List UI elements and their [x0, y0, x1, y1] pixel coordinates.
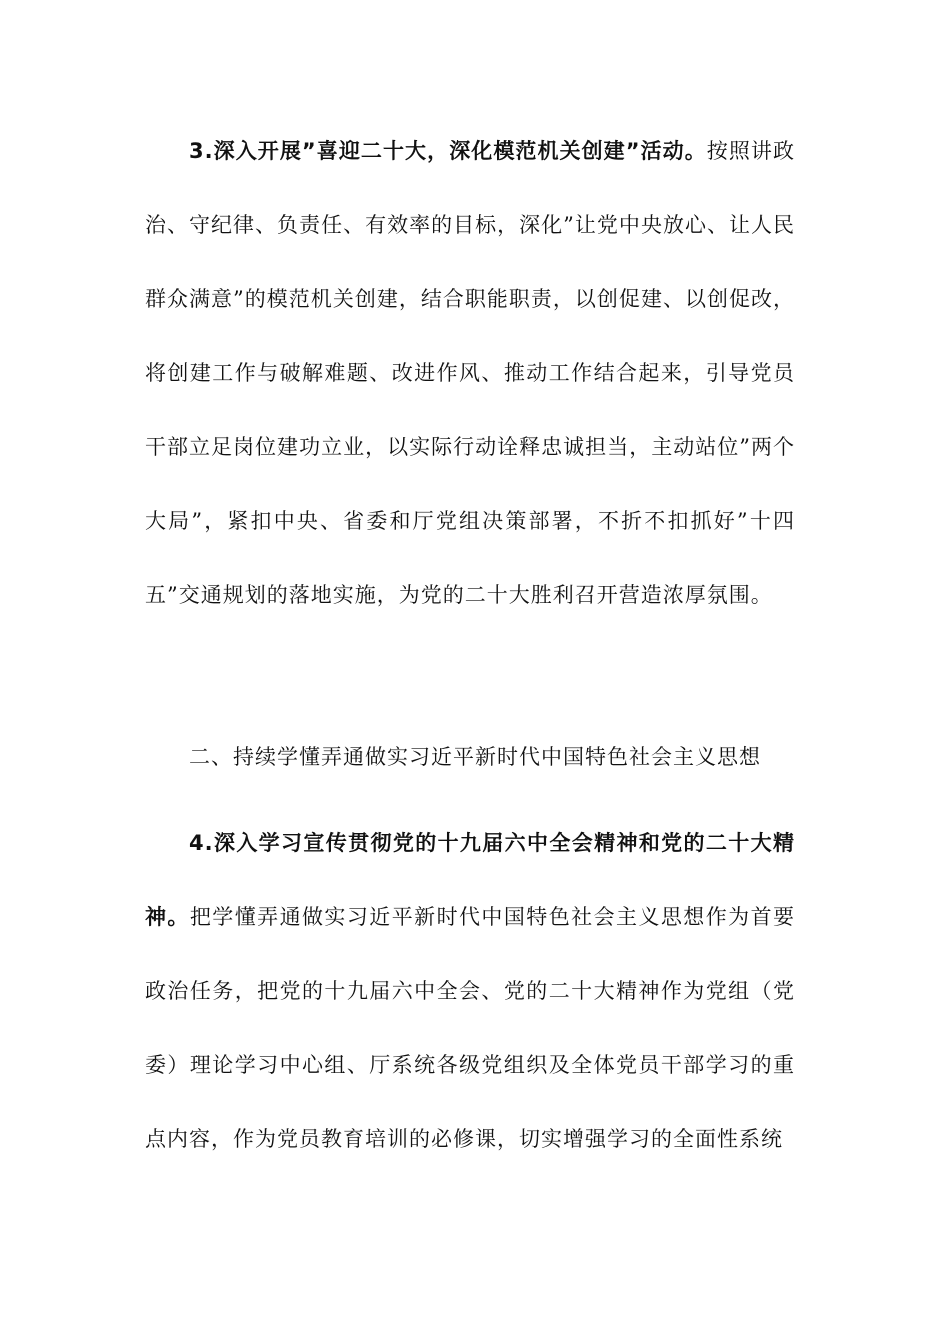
paragraph-body: 把学懂弄通做实习近平新时代中国特色社会主义思想作为首要政治任务，把党的十九届六中全会、党的二十大精神作为党组（党委）理论学习中心组、厅系统各级党组织及全体党员干部学习的重点内容，作为党员教育培训的必修课，切实增强学习的全面性系统 — [145, 905, 795, 1151]
paragraph-item-4 — [145, 806, 795, 1176]
paragraph-item-3 — [145, 114, 795, 632]
paragraph-heading: 4.深入学习宣传贯彻党的十九届六中全会精神和党的二十大精神。 — [145, 831, 795, 929]
section-heading — [145, 720, 795, 794]
paragraph-body: 按照讲政治、守纪律、负责任、有效率的目标，深化”让党中央放心、让人民群众满意”的模范机关创建，结合职能职责，以创促建、以创促改，将创建工作与破解难题、改进作风、推动工作结合起来，引导党员干部立足岗位建功立业，以实际行动诠释忠诚担当，主动站位”两个大局”，紧扣中央、省委和厅党组决策部署，不折不扣抓好”十四五”交通规划的落地实施，为党的二十大胜利召开营造浓厚氛围。 — [145, 139, 795, 607]
section-heading-text: 二、持续学懂弄通做实习近平新时代中国特色社会主义思想 — [189, 745, 761, 769]
paragraph-heading: 3.深入开展”喜迎二十大，深化模范机关创建”活动。 — [189, 139, 707, 163]
